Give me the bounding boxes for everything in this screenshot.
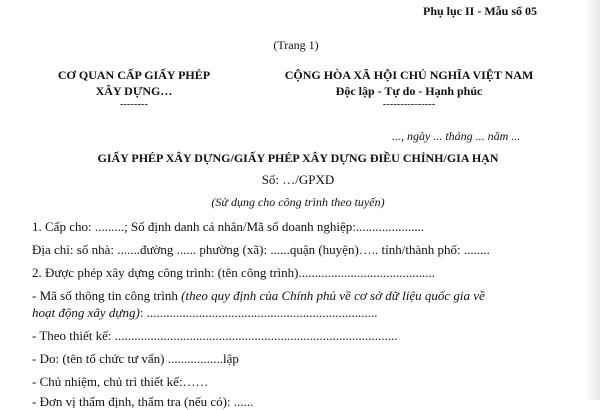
field-consultant: - Do: (tên tổ chức tư vấn) .................lập: [32, 351, 239, 366]
field-address: Địa chỉ: số nhà: .......đường ...... phường (xã): ......quận (huyện)….. tỉnh/thành phố: ........: [32, 242, 490, 257]
document-title: GIẤY PHÉP XÂY DỰNG/GIẤY PHÉP XÂY DỰNG ĐIỀU CHỈNH/GIA HẠN: [97, 151, 499, 165]
page-edge-shadow: [584, 0, 600, 400]
field-appraisal-unit: - Đơn vị thẩm định, thẩm tra (nếu có): ......: [32, 394, 254, 409]
field-project-code: [32, 288, 485, 304]
usage-note: (Sử dụng cho công trình theo tuyến): [211, 195, 385, 209]
field-project-code-cont: [32, 305, 377, 321]
issuing-agency-line1: CƠ QUAN CẤP GIẤY PHÉP: [57, 68, 211, 82]
motto-dashes: ---------------: [382, 99, 436, 110]
project-code-prefix: - Mã số thông tin công trình: [32, 288, 182, 303]
agency-dashes: --------: [120, 99, 148, 110]
project-code-note-cont: hoạt động xây dựng): [32, 305, 140, 320]
permit-number: Số: …/GPXD: [261, 172, 335, 187]
field-issued-to: 1. Cấp cho: .........; Số định danh cá nhân/Mã số doanh nghiệp:.....................: [32, 219, 425, 234]
field-design: - Theo thiết kế: .......................................................................................: [32, 328, 398, 343]
project-code-dots: : .......................................................................: [139, 305, 378, 320]
field-project-name: 2. Được phép xây dựng công trình: (tên công trình)..........................................: [32, 265, 435, 280]
project-code-note: (theo quy định của Chính phủ về cơ sở dữ liệu quốc gia về: [181, 288, 485, 303]
field-design-lead: - Chủ nhiệm, chủ trì thiết kế:……: [32, 374, 209, 389]
country-name: CỘNG HÒA XÃ HỘI CHỦ NGHĨA VIỆT NAM: [284, 68, 534, 82]
page-number: (Trang 1): [273, 38, 319, 52]
date-line: ..., ngày ... tháng ... năm ...: [392, 129, 521, 143]
national-motto: Độc lập - Tự do - Hạnh phúc: [335, 84, 483, 98]
issuing-agency-line2: XÂY DỰNG…: [95, 84, 173, 98]
appendix-label: Phụ lục II - Mẫu số 05: [423, 4, 538, 18]
